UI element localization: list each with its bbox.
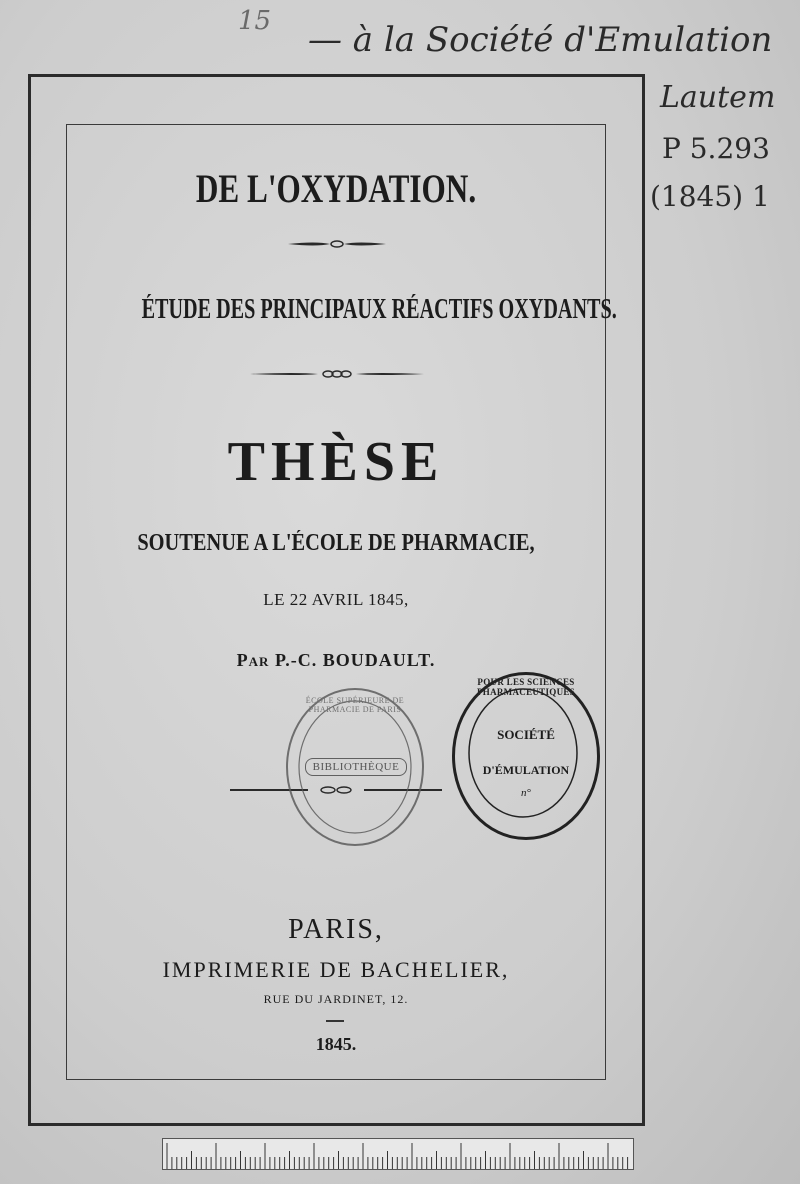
- defended-at: SOUTENUE A L'ÉCOLE DE PHARMACIE,: [137, 530, 535, 556]
- handwritten-dedication: — à la Société d'Emulation: [308, 20, 773, 60]
- handwritten-signature: Lautem: [660, 80, 776, 115]
- city: PARIS,: [288, 914, 384, 945]
- title: DE L'OXYDATION.: [195, 166, 477, 211]
- author-prefix: Par: [236, 650, 270, 670]
- society-stamp-line2: D'ÉMULATION: [482, 763, 570, 777]
- handwritten-year-volume: (1845) 1: [650, 180, 770, 213]
- ruler-ticks: [163, 1139, 633, 1169]
- printer: IMPRIMERIE DE BACHELIER,: [162, 957, 510, 982]
- handwritten-numbers: 15: [238, 6, 272, 36]
- publication-year: 1845.: [315, 1034, 357, 1054]
- library-stamp: [286, 688, 424, 846]
- library-stamp-ring-text: ÉCOLE SUPÉRIEURE DE PHARMACIE DE PARIS: [305, 696, 405, 714]
- society-stamp: [452, 672, 600, 840]
- subtitle: ÉTUDE DES PRINCIPAUX RÉACTIFS OXYDANTS.: [141, 294, 617, 325]
- society-stamp-ring-text: POUR LES SCIENCES PHARMACEUTIQUES: [476, 677, 575, 697]
- street-address: RUE DU JARDINET, 12.: [263, 992, 409, 1006]
- author-name: P.-C. BOUDAULT.: [274, 650, 436, 670]
- ornament-divider-2: [248, 366, 426, 382]
- defense-date: LE 22 AVRIL 1845,: [263, 590, 409, 609]
- measurement-ruler: [162, 1138, 634, 1170]
- ornament-divider-1: [286, 236, 388, 252]
- society-stamp-line1: SOCIÉTÉ: [497, 727, 555, 742]
- short-rule: [326, 1020, 344, 1022]
- author-line: [66, 650, 606, 671]
- society-stamp-number: n°: [521, 787, 531, 799]
- heading-these: THÈSE: [227, 431, 445, 493]
- library-stamp-center: BIBLIOTHÈQUE: [305, 758, 407, 776]
- handwritten-shelfmark: P 5.293: [662, 132, 770, 165]
